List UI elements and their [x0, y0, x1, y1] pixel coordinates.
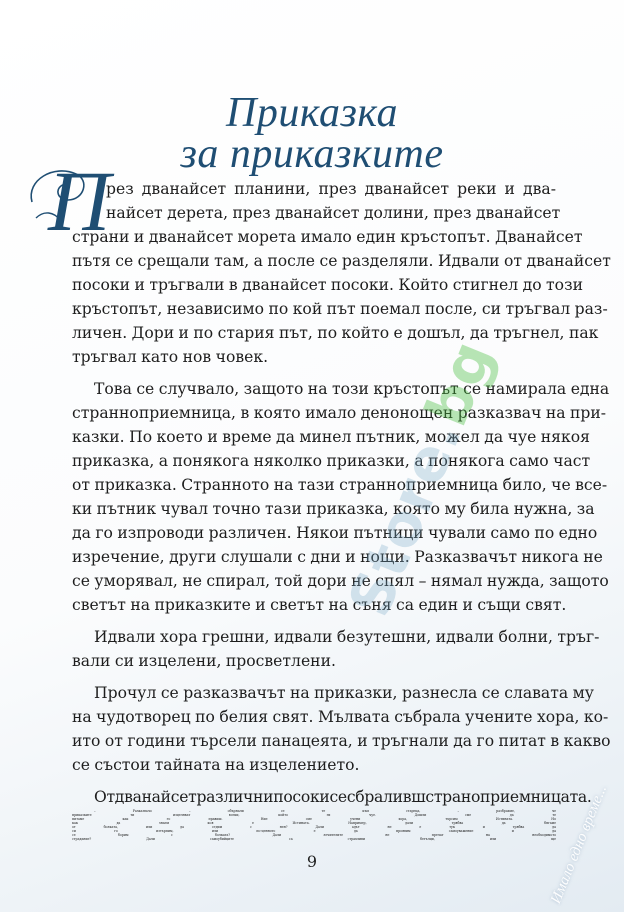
text-line: тръгвал като нов човек.: [72, 348, 269, 366]
text-line: рез дванайсет планини, през дванайсет реки и два-: [106, 180, 556, 198]
text-line: приказка, а понякога няколко приказки, а понякога само част: [72, 452, 591, 470]
text-line: ито от години търсели панацеята, и тръгнали да го питат в какво: [72, 732, 611, 750]
text-line: от приказка. Странното на тази странноприемница било, че все-: [72, 476, 608, 494]
text-line: как да знаем коя е Истината. Например, дали трябва да бягаме: [72, 821, 556, 825]
text-line: изречение, други слушали с дни и нощи. Разказвачът никога не: [72, 548, 603, 566]
title-line-1: Приказка: [226, 90, 398, 136]
text-line: питаме как го правиш. Ние сме учени хора, търсим Истината. Но: [72, 817, 556, 821]
text-line: – Разказвачо – обърнали се те към стареца, – разбрахме, че: [94, 809, 556, 813]
text-line: страдание? Дали самоубийците са страхливи бегълци, или ще: [72, 837, 556, 841]
title-line-2: за приказките: [180, 131, 444, 177]
text-line: найсет дерета, през дванайсет долини, през дванайсет: [106, 204, 561, 222]
text-line: Отдванайсетразличнипосокисесбралившстраноприемницата.: [94, 788, 592, 806]
text-line: Идвали хора грешни, идвали безутешни, идвали болни, тръг-: [94, 628, 600, 646]
text-line: да го изпроводи различен. Някои пътници чували само по едно: [72, 524, 598, 542]
text-line: пътя се срещали там, а после се разделяли. Идвали от дванайсет: [72, 252, 611, 270]
text-line: личен. Дори и по стария път, по който е дошъл, да тръгнел, пак: [72, 324, 599, 342]
drop-cap-letter: П: [48, 153, 111, 249]
text-line: приказките ти изцеляват всеки, който ги чуе. Дошли сме да те: [72, 813, 556, 817]
text-line: се състои тайната на изцелението.: [72, 756, 360, 774]
watermark-main: Store.: [335, 409, 475, 626]
text-line: кръстопът, независимо по кой път поемал после, си тръгвал раз-: [72, 300, 608, 318]
text-line: на чудотворец по белия свят. Мълвата събрала учените хора, ко-: [72, 708, 609, 726]
text-line: ки пътник чувал точно тази приказка, която му била нужна, за: [72, 500, 595, 518]
page-number: 9: [306, 852, 318, 871]
text-line: се уморявал, не спирал, той дори не спял – нямал нужда, защото: [72, 572, 609, 590]
text-line: посоки и тръгвали в дванайсет посоки. Който стигнел до този: [72, 276, 583, 294]
text-line: страни и дванайсет морета имало един кръстопът. Дванайсет: [72, 228, 583, 246]
text-line: си го изтърпим, или по-ценното е да проявим самоуважение и да: [72, 829, 556, 833]
text-line: Прочул се разказвачът на приказки, разнесла се славата му: [94, 684, 594, 702]
text-line: от болката, или да седим с нея? Дали адът не е тук и трябва да: [72, 825, 556, 829]
text-line: странноприемница, в която имало денонощен разказвач на при-: [72, 404, 607, 422]
text-line: светът на приказките и светът на съня са един и същи свят.: [72, 596, 567, 614]
text-line: казки. По което и време да минел пътник, можел да чуе някоя: [72, 428, 590, 446]
side-caption: Имало едно време...: [548, 782, 611, 906]
text-line: се борим с болката? Дали лечителите не пречат на необходимото: [72, 833, 556, 837]
watermark-accent: bg: [411, 330, 507, 436]
text-line: Това се случвало, защото на този кръстопът се намирала една: [94, 380, 610, 398]
text-line: вали си изцелени, просветлени.: [72, 652, 336, 670]
